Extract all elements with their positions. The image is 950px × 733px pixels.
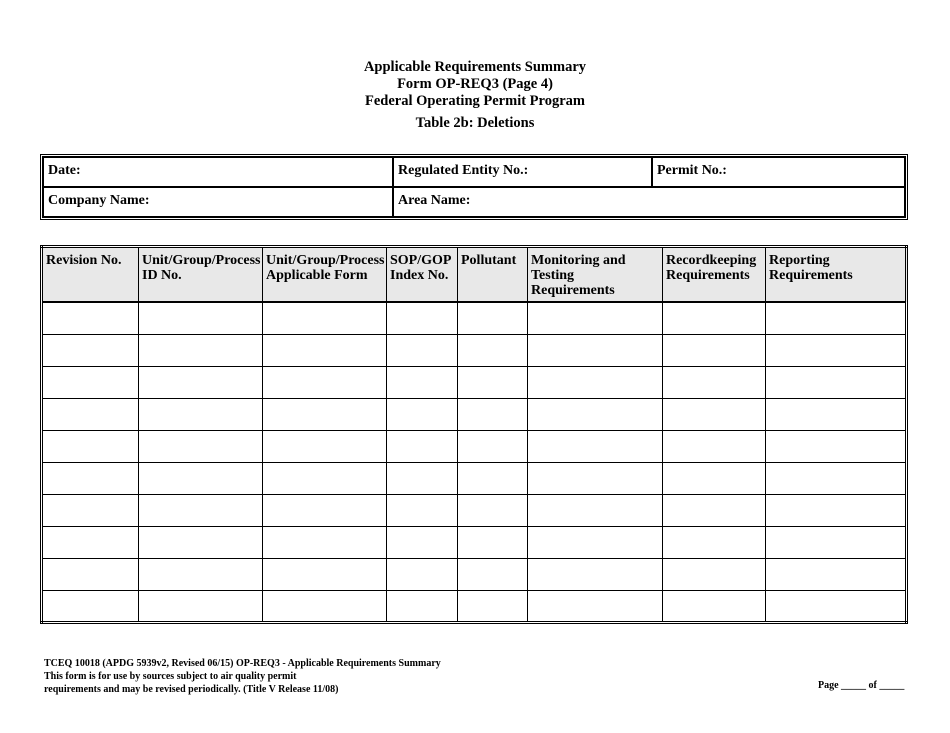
entity-info-table (40, 154, 908, 220)
table-cell[interactable] (139, 302, 263, 334)
table-cell[interactable] (663, 558, 766, 590)
table-cell[interactable] (387, 462, 458, 494)
footer-form-id: TCEQ 10018 (APDG 5939v2, Revised 06/15) OP-REQ3 - Applicable Requirements Summary (44, 658, 441, 669)
table-cell[interactable] (766, 366, 907, 398)
table-cell[interactable] (766, 526, 907, 558)
table-cell[interactable] (528, 590, 663, 622)
date-label: Date: (48, 163, 81, 178)
col-unit-id: Unit/Group/Process ID No. (139, 247, 263, 303)
table-cell[interactable] (263, 558, 387, 590)
table-cell[interactable] (387, 398, 458, 430)
area-name-field[interactable] (393, 187, 905, 217)
table-title: Table 2b: Deletions (415, 115, 535, 131)
permit-number-label: Permit No.: (657, 163, 727, 178)
table-cell[interactable] (139, 430, 263, 462)
table-cell[interactable] (263, 334, 387, 366)
table-cell[interactable] (139, 494, 263, 526)
company-name-field[interactable] (43, 187, 393, 217)
program-name: Federal Operating Permit Program (365, 93, 585, 109)
col-reporting: Reporting Requirements (766, 247, 907, 303)
col-recordkeeping: Recordkeeping Requirements (663, 247, 766, 303)
table-cell[interactable] (528, 462, 663, 494)
table-cell[interactable] (387, 430, 458, 462)
footer-revision-note: requirements and may be revised periodically. (Title V Release 11/08) (44, 684, 339, 695)
table-cell[interactable] (458, 366, 528, 398)
table-cell[interactable] (139, 334, 263, 366)
table-cell[interactable] (458, 462, 528, 494)
table-cell[interactable] (663, 526, 766, 558)
regulated-entity-field[interactable] (393, 157, 652, 187)
table-body (42, 302, 907, 622)
header-row (42, 247, 907, 303)
table-cell[interactable] (139, 366, 263, 398)
permit-number-field[interactable] (652, 157, 905, 187)
table-cell[interactable] (766, 590, 907, 622)
table-cell[interactable] (528, 366, 663, 398)
page-number: Page _____ of _____ (818, 680, 905, 691)
table-cell[interactable] (139, 590, 263, 622)
table-cell[interactable] (663, 398, 766, 430)
table-cell[interactable] (387, 558, 458, 590)
table-cell[interactable] (263, 398, 387, 430)
col-monitoring-testing: Monitoring and Testing Requirements (528, 247, 663, 303)
col-applicable-form: Unit/Group/Process Applicable Form (263, 247, 387, 303)
table-cell[interactable] (42, 366, 139, 398)
table-cell[interactable] (42, 526, 139, 558)
table-cell[interactable] (663, 462, 766, 494)
table-cell[interactable] (528, 494, 663, 526)
table-cell[interactable] (528, 430, 663, 462)
table-cell[interactable] (528, 526, 663, 558)
deletions-table (40, 245, 908, 624)
area-name-label: Area Name: (398, 193, 471, 208)
table-cell[interactable] (42, 398, 139, 430)
regulated-entity-label: Regulated Entity No.: (398, 163, 529, 178)
table-cell[interactable] (42, 462, 139, 494)
table-cell[interactable] (458, 526, 528, 558)
table-cell[interactable] (528, 558, 663, 590)
table-cell[interactable] (387, 302, 458, 334)
form-title: Applicable Requirements Summary (363, 59, 587, 75)
form-number: Form OP-REQ3 (Page 4) (397, 76, 553, 92)
table-cell[interactable] (139, 526, 263, 558)
table-row (42, 462, 907, 494)
form-header (0, 59, 950, 132)
footer-usage-note: This form is for use by sources subject to air quality permit (44, 671, 297, 682)
table-cell[interactable] (263, 366, 387, 398)
table-cell[interactable] (766, 302, 907, 334)
table-cell[interactable] (766, 494, 907, 526)
table-row (42, 302, 907, 334)
col-revision-no: Revision No. (42, 247, 139, 303)
table-cell[interactable] (663, 430, 766, 462)
table-cell[interactable] (766, 398, 907, 430)
table-row (42, 558, 907, 590)
table-cell[interactable] (663, 590, 766, 622)
table-cell[interactable] (387, 590, 458, 622)
table-cell[interactable] (663, 302, 766, 334)
table-cell[interactable] (766, 462, 907, 494)
table-cell[interactable] (139, 398, 263, 430)
table-cell[interactable] (42, 430, 139, 462)
table-cell[interactable] (528, 334, 663, 366)
table-cell[interactable] (263, 430, 387, 462)
table-cell[interactable] (458, 494, 528, 526)
date-field[interactable] (43, 157, 393, 187)
table-row (42, 430, 907, 462)
table-cell[interactable] (42, 590, 139, 622)
table-cell[interactable] (387, 334, 458, 366)
table-row (42, 494, 907, 526)
table-cell[interactable] (42, 302, 139, 334)
table-cell[interactable] (263, 302, 387, 334)
table-cell[interactable] (458, 334, 528, 366)
table-cell[interactable] (42, 334, 139, 366)
table-row (42, 398, 907, 430)
table-cell[interactable] (263, 526, 387, 558)
table-cell[interactable] (663, 494, 766, 526)
form-footer (44, 657, 441, 696)
table-cell[interactable] (766, 334, 907, 366)
table-cell[interactable] (458, 398, 528, 430)
table-cell[interactable] (458, 302, 528, 334)
table-cell[interactable] (766, 558, 907, 590)
col-pollutant: Pollutant (458, 247, 528, 303)
table-cell[interactable] (263, 462, 387, 494)
company-name-label: Company Name: (48, 193, 150, 208)
table-cell[interactable] (263, 494, 387, 526)
table-cell[interactable] (663, 366, 766, 398)
table-cell[interactable] (528, 398, 663, 430)
table-cell[interactable] (458, 558, 528, 590)
table-row (42, 526, 907, 558)
table-cell[interactable] (766, 430, 907, 462)
table-cell[interactable] (387, 494, 458, 526)
table-cell[interactable] (42, 558, 139, 590)
table-cell[interactable] (458, 590, 528, 622)
table-cell[interactable] (42, 494, 139, 526)
table-cell[interactable] (139, 462, 263, 494)
table-row (42, 366, 907, 398)
table-cell[interactable] (528, 302, 663, 334)
col-sop-gop-index: SOP/GOP Index No. (387, 247, 458, 303)
table-cell[interactable] (263, 590, 387, 622)
table-cell[interactable] (387, 366, 458, 398)
table-cell[interactable] (387, 526, 458, 558)
table-cell[interactable] (663, 334, 766, 366)
table-cell[interactable] (458, 430, 528, 462)
table-row (42, 334, 907, 366)
table-cell[interactable] (139, 558, 263, 590)
table-row (42, 590, 907, 622)
